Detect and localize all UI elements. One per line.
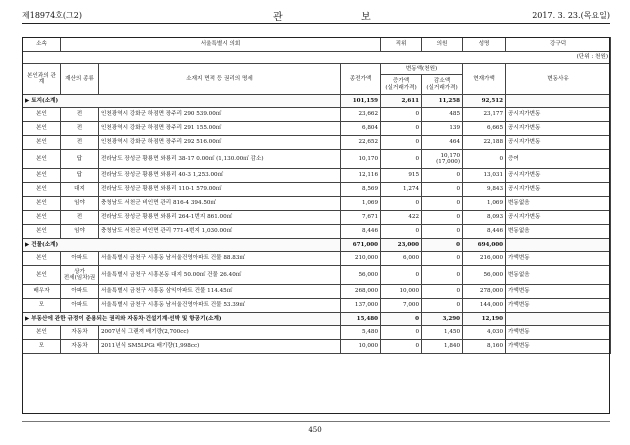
table-row: [23, 340, 611, 354]
decrease-cell: 0: [422, 285, 463, 299]
decrease-cell: 1,840: [422, 340, 463, 354]
table-row: [23, 266, 611, 285]
prev-value-cell: 268,000: [341, 285, 381, 299]
increase-cell: 10,000: [381, 285, 422, 299]
asset-type-cell: 아파트: [61, 285, 99, 299]
table-row: [23, 197, 611, 211]
relation-cell: 본인: [23, 252, 61, 266]
prev-value-cell: 8,446: [341, 225, 381, 239]
subtotal-decrease: 11,258: [422, 95, 463, 108]
relation-cell: 본인: [23, 122, 61, 136]
increase-cell: 0: [381, 266, 422, 285]
table-row: [23, 150, 611, 169]
asset-type-cell: 자동차: [61, 326, 99, 340]
detail-cell: 인천광역시 강화군 하점면 장주리 290 539.00㎡: [99, 108, 341, 122]
prev-value-cell: 7,671: [341, 211, 381, 225]
decrease-cell: 0: [422, 299, 463, 313]
decrease-cell: 0: [422, 169, 463, 183]
relation-cell: 본인: [23, 197, 61, 211]
subtotal-increase: 2,611: [381, 95, 422, 108]
prev-value-cell: 22,652: [341, 136, 381, 150]
detail-cell: 서울특별시 금천구 시흥본동 대지 50.00㎡ 건물 26.40㎡: [99, 266, 341, 285]
current-value-cell: 8,160: [463, 340, 506, 354]
subtotal-increase: 0: [381, 313, 422, 326]
col-detail: 소재지 면적 등 권리의 명세: [99, 64, 341, 95]
subtotal-prev-value: 101,159: [341, 95, 381, 108]
relation-cell: 본인: [23, 326, 61, 340]
prev-value-cell: 56,000: [341, 266, 381, 285]
current-value-cell: 13,031: [463, 169, 506, 183]
reason-cell: 공시지가변동: [506, 211, 611, 225]
reason-cell: 변동없음: [506, 225, 611, 239]
decrease-cell: 464: [422, 136, 463, 150]
table-row: [23, 122, 611, 136]
detail-cell: 인천광역시 강화군 하점면 장주리 291 155.00㎡: [99, 122, 341, 136]
decrease-cell: 0: [422, 266, 463, 285]
subtotal-row: [23, 313, 611, 326]
subtotal-increase: 23,000: [381, 239, 422, 252]
detail-cell: 충청남도 서천군 비인면 관리 816-4 394.50㎡: [99, 197, 341, 211]
reason-cell: 공시지가변동: [506, 108, 611, 122]
table-row: [23, 169, 611, 183]
current-value-cell: 56,000: [463, 266, 506, 285]
relation-cell: 배우자: [23, 285, 61, 299]
subtotal-title: ▶ 토지(소계): [23, 95, 341, 108]
reason-cell: 변동없음: [506, 197, 611, 211]
detail-cell: 전라남도 장성군 황룡면 와룡리 38-17 0.00㎡ (1,130.00㎡ 감소): [99, 150, 341, 169]
current-value-cell: 144,000: [463, 299, 506, 313]
subtotal-decrease: 0: [422, 239, 463, 252]
reason-cell: 공시지가변동: [506, 136, 611, 150]
header-rule: [22, 23, 610, 24]
increase-cell: 0: [381, 197, 422, 211]
decrease-cell: 10,170 (17,000): [422, 150, 463, 169]
asset-type-cell: 자동차: [61, 340, 99, 354]
current-value-cell: 278,000: [463, 285, 506, 299]
asset-type-cell: 아파트: [61, 299, 99, 313]
issue-date: 2017. 3. 23.(목요일): [532, 11, 610, 20]
reason-cell: 변동없음: [506, 266, 611, 285]
table-row: [23, 211, 611, 225]
position-value: 의원: [422, 38, 463, 52]
subtotal-title: ▶ 부동산에 관한 규정이 준용되는 권리와 자동차·건설기계·선박 및 항공기(소계): [23, 313, 341, 326]
detail-cell: 서울특별시 금천구 시흥동 남서울건영아파트 건물 53.39㎡: [99, 299, 341, 313]
relation-cell: 본인: [23, 150, 61, 169]
subtotal-current-value: 12,190: [463, 313, 506, 326]
relation-cell: 모: [23, 299, 61, 313]
decrease-cell: 139: [422, 122, 463, 136]
prev-value-cell: 12,116: [341, 169, 381, 183]
col-asset-type: 재산의 종류: [61, 64, 99, 95]
table-row: [23, 136, 611, 150]
detail-cell: 전라남도 장성군 황룡면 와룡리 110-1 579.00㎡: [99, 183, 341, 197]
col-current-value: 현재가액: [463, 64, 506, 95]
subtotal-current-value: 92,512: [463, 95, 506, 108]
subtotal-reason: [506, 313, 611, 326]
reason-cell: 공시지가변동: [506, 169, 611, 183]
asset-type-cell: 전: [61, 211, 99, 225]
subtotal-title: ▶ 건물(소계): [23, 239, 341, 252]
table-row: [23, 299, 611, 313]
detail-cell: 2011년식 SM5LPGi 배기량(1,998cc): [99, 340, 341, 354]
current-value-cell: 1,069: [463, 197, 506, 211]
unit-row: [23, 52, 611, 64]
current-value-cell: 0: [463, 150, 506, 169]
relation-cell: 본인: [23, 266, 61, 285]
current-value-cell: 6,665: [463, 122, 506, 136]
col-reason: 변동사유: [506, 64, 611, 95]
reason-cell: 가액변동: [506, 285, 611, 299]
relation-cell: 본인: [23, 169, 61, 183]
decrease-cell: 0: [422, 211, 463, 225]
col-increase: 증가액 (실거래가격): [381, 75, 422, 95]
decrease-cell: 0: [422, 225, 463, 239]
relation-cell: 본인: [23, 211, 61, 225]
gazette-title-char-2: 보: [361, 12, 371, 23]
col-decrease: 감소액 (실거래가격): [422, 75, 463, 95]
col-relation: 본인과의 관계: [23, 64, 61, 95]
detail-cell: 전라남도 장성군 황룡면 와룡리 264-1번지 861.00㎡: [99, 211, 341, 225]
table-row: [23, 183, 611, 197]
prev-value-cell: 10,000: [341, 340, 381, 354]
table-row: [23, 252, 611, 266]
increase-cell: 0: [381, 136, 422, 150]
current-value-cell: 9,843: [463, 183, 506, 197]
detail-cell: 인천광역시 강화군 하점면 장주리 292 516.00㎡: [99, 136, 341, 150]
affiliation-value: 서울특별시 의회: [61, 38, 381, 52]
increase-cell: 915: [381, 169, 422, 183]
prev-value-cell: 10,170: [341, 150, 381, 169]
issue-number: 제18974호(그2): [22, 11, 82, 20]
current-value-cell: 216,000: [463, 252, 506, 266]
current-value-cell: 23,177: [463, 108, 506, 122]
prev-value-cell: 5,480: [341, 326, 381, 340]
increase-cell: 7,000: [381, 299, 422, 313]
asset-disclosure-table: [22, 37, 611, 354]
table-row: [23, 108, 611, 122]
decrease-cell: 0: [422, 183, 463, 197]
prev-value-cell: 23,662: [341, 108, 381, 122]
asset-type-cell: 전: [61, 136, 99, 150]
increase-cell: 0: [381, 108, 422, 122]
prev-value-cell: 1,069: [341, 197, 381, 211]
increase-cell: 1,274: [381, 183, 422, 197]
position-label: 직위: [381, 38, 422, 52]
decrease-cell: 1,450: [422, 326, 463, 340]
asset-type-cell: 전: [61, 108, 99, 122]
name-label: 성명: [463, 38, 506, 52]
asset-type-cell: 답: [61, 150, 99, 169]
col-prev-value: 종전가액: [341, 64, 381, 95]
decrease-cell: 0: [422, 197, 463, 211]
relation-cell: 본인: [23, 225, 61, 239]
asset-type-cell: 답: [61, 169, 99, 183]
asset-type-cell: 임야: [61, 225, 99, 239]
table-row: [23, 285, 611, 299]
subtotal-reason: [506, 95, 611, 108]
gazette-title-char-1: 관: [273, 12, 283, 23]
increase-cell: 0: [381, 326, 422, 340]
detail-cell: 2007년식 그랜져 배기량(2,700cc): [99, 326, 341, 340]
subtotal-prev-value: 671,000: [341, 239, 381, 252]
footer-rule: [22, 421, 610, 422]
relation-cell: 본인: [23, 183, 61, 197]
column-header-row-1: [23, 64, 611, 75]
asset-type-cell: 대지: [61, 183, 99, 197]
col-change: 변동액(천원): [381, 64, 463, 75]
subtotal-row: [23, 95, 611, 108]
decrease-cell: 485: [422, 108, 463, 122]
subtotal-prev-value: 15,480: [341, 313, 381, 326]
prev-value-cell: 210,000: [341, 252, 381, 266]
decrease-cell: 0: [422, 252, 463, 266]
increase-cell: 422: [381, 211, 422, 225]
current-value-cell: 4,030: [463, 326, 506, 340]
prev-value-cell: 137,000: [341, 299, 381, 313]
asset-type-cell: 전: [61, 122, 99, 136]
affiliation-label: 소속: [23, 38, 61, 52]
reason-cell: 가액변동: [506, 340, 611, 354]
asset-type-cell: 아파트: [61, 252, 99, 266]
detail-cell: 전라남도 장성군 황룡면 와룡리 40-3 1,253.00㎡: [99, 169, 341, 183]
relation-cell: 본인: [23, 108, 61, 122]
relation-cell: 모: [23, 340, 61, 354]
prev-value-cell: 8,569: [341, 183, 381, 197]
subtotal-row: [23, 239, 611, 252]
reason-cell: 공시지가변동: [506, 183, 611, 197]
page-number: 450: [308, 426, 322, 434]
table-row: [23, 225, 611, 239]
current-value-cell: 8,093: [463, 211, 506, 225]
page-header: [22, 7, 610, 21]
owner-info-row: [23, 38, 611, 52]
relation-cell: 본인: [23, 136, 61, 150]
reason-cell: 증여: [506, 150, 611, 169]
increase-cell: 0: [381, 340, 422, 354]
table-row: [23, 326, 611, 340]
reason-cell: 가액변동: [506, 252, 611, 266]
detail-cell: 서울특별시 금천구 시흥동 남서울건영아파트 건물 88.83㎡: [99, 252, 341, 266]
reason-cell: 가액변동: [506, 326, 611, 340]
prev-value-cell: 6,804: [341, 122, 381, 136]
detail-cell: 서울특별시 금천구 시흥동 삼익아파트 건물 114.45㎡: [99, 285, 341, 299]
subtotal-current-value: 694,000: [463, 239, 506, 252]
asset-type-cell: 임야: [61, 197, 99, 211]
increase-cell: 0: [381, 225, 422, 239]
increase-cell: 0: [381, 150, 422, 169]
increase-cell: 6,000: [381, 252, 422, 266]
subtotal-reason: [506, 239, 611, 252]
increase-cell: 0: [381, 122, 422, 136]
current-value-cell: 22,188: [463, 136, 506, 150]
subtotal-decrease: 3,290: [422, 313, 463, 326]
name-value: 강구덕: [506, 38, 611, 52]
reason-cell: 공시지가변동: [506, 122, 611, 136]
detail-cell: 충청남도 서천군 비인면 관리 771-4번지 1,030.00㎡: [99, 225, 341, 239]
unit-note: (단위 : 천원): [23, 52, 611, 64]
reason-cell: 가액변동: [506, 299, 611, 313]
asset-type-cell: 상가 전세(임차)권: [61, 266, 99, 285]
current-value-cell: 8,446: [463, 225, 506, 239]
